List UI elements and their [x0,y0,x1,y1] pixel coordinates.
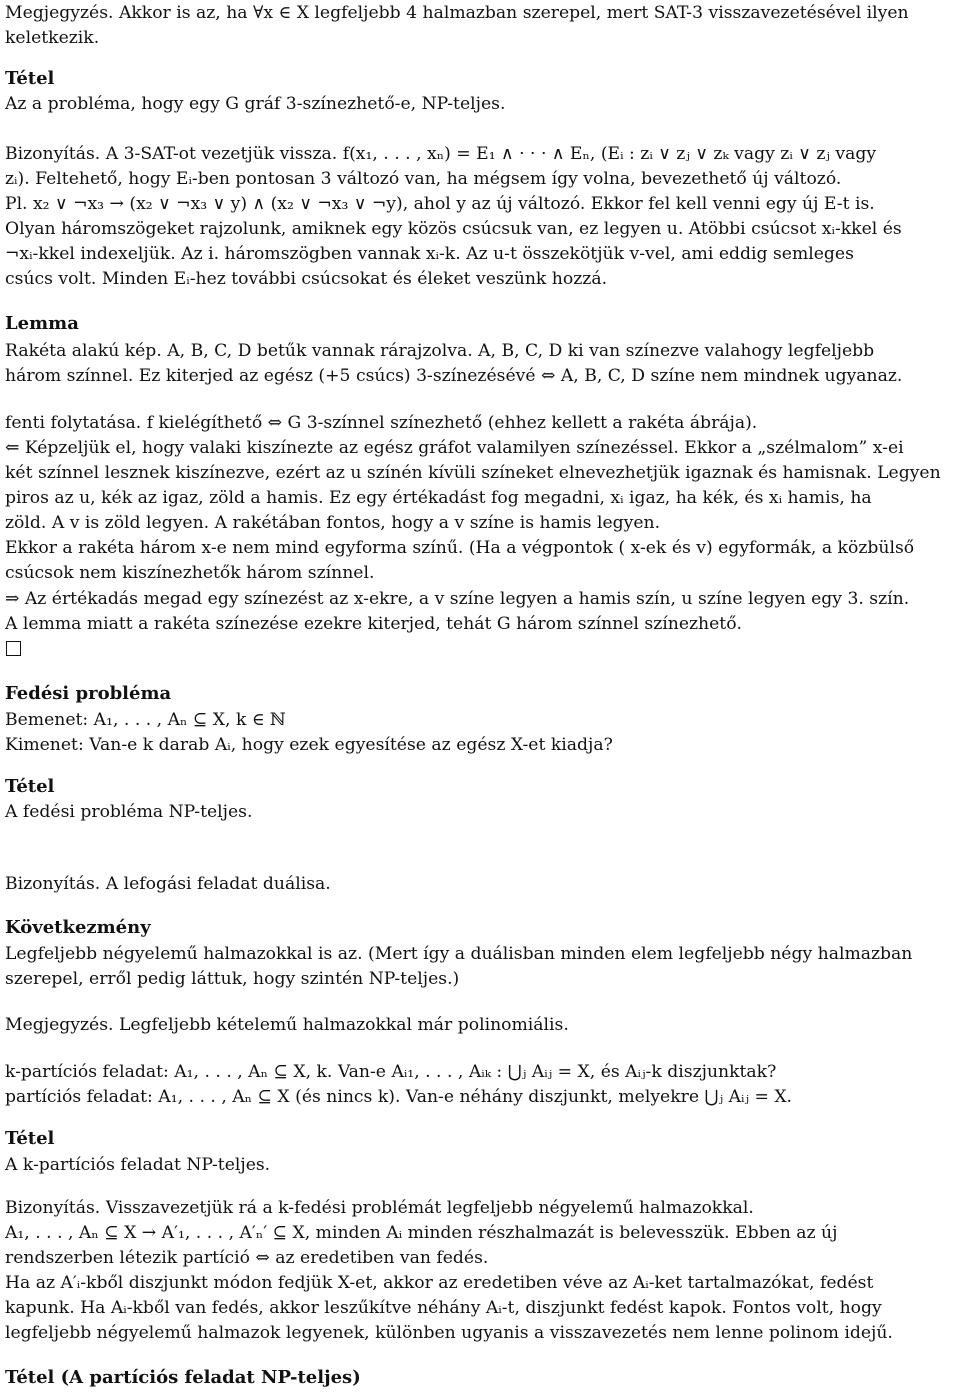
proof-line: Bizonyítás. A 3-SAT-ot vezetjük vissza. f(x₁, . . . , xₙ) = E₁ ∧ · · · ∧ Eₙ, (Eᵢ : zᵢ ∨ zⱼ ∨ zₖ vagy zᵢ ∨ zⱼ vagy [5,144,877,164]
proof-line: zöld. A v is zöld legyen. A rakétában fontos, hogy a v színe is hamis legyen. [5,513,661,533]
proof-line: A₁, . . . , Aₙ ⊆ X → A′₁, . . . , A′ₙ′ ⊆ X, minden Aᵢ minden részhalmazát is belevesszük. Ebben az új [5,1223,838,1243]
proof-line: csúcsok nem kiszínezhetők három színnel. [5,563,375,583]
definition-line: k-partíciós feladat: A₁, . . . , Aₙ ⊆ X, k. Van-e Aᵢ₁, . . . , Aᵢₖ : ⋃ⱼ Aᵢⱼ = X, és Aᵢⱼ-k diszjunktak? [5,1062,777,1082]
proof-line: Bizonyítás. A lefogási feladat duálisa. [5,874,331,894]
proof-line: fenti folytatása. f kielégíthető ⇔ G 3-színnel színezhető (ehhez kellett a rakéta ábrája). [5,413,758,433]
input-line: Bemenet: A₁, . . . , Aₙ ⊆ X, k ∈ ℕ [5,710,286,730]
corollary-heading: Következmény [5,917,151,938]
proof-line: csúcs volt. Minden Eᵢ-hez további csúcsokat és éleket veszünk hozzá. [5,269,608,289]
proof-line: zᵢ). Feltehető, hogy Eᵢ-ben pontosan 3 változó van, ha mégsem így volna, bevezethető új változó. [5,169,842,189]
proof-line: Ekkor a rakéta három x-e nem mind egyforma színű. (Ha a végpontok ( x-ek és v) egyformák, a közbülső [5,538,915,558]
theorem-text: A fedési probléma NP-teljes. [5,802,253,822]
lemma-line: Rakéta alakú kép. A, B, C, D betűk vannak rárajzolva. A, B, C, D ki van színezve valahogy legfeljebb [5,341,875,361]
corollary-line: Legfeljebb négyelemű halmazokkal is az. (Mert így a duálisban minden elem legfeljebb négy halmazban [5,944,913,964]
qed-square-icon [6,641,21,656]
theorem-heading: Tétel (A partíciós feladat NP-teljes) [5,1367,361,1388]
note-line: keletkezik. [5,28,100,48]
proof-line: két színnel lesznek kiszínezve, ezért az u színén kívüli színeket elnevezhetjük igaznak és hamisnak. Legyen [5,463,941,483]
proof-line: Pl. x₂ ∨ ¬x₃ → (x₂ ∨ ¬x₃ ∨ y) ∧ (x₂ ∨ ¬x₃ ∨ ¬y), ahol y az új változó. Ekkor fel kell venni egy új E-t is. [5,194,875,214]
proof-line: rendszerben létezik partíció ⇔ az eredetiben van fedés. [5,1248,489,1268]
lemma-line: három színnel. Ez kiterjed az egész (+5 csúcs) 3-színezésévé ⇔ A, B, C, D színe nem mindnek ugyanaz. [5,366,903,386]
proof-line: Ha az A′ᵢ-kből diszjunkt módon fedjük X-et, akkor az eredetiben véve az Aᵢ-ket tartalmazókat, fedést [5,1273,874,1293]
theorem-heading: Tétel [5,68,55,89]
section-heading: Fedési probléma [5,683,172,704]
corollary-line: szerepel, erről pedig láttuk, hogy szintén NP-teljes.) [5,969,460,989]
output-line: Kimenet: Van-e k darab Aᵢ, hogy ezek egyesítése az egész X-et kiadja? [5,735,613,755]
proof-line: piros az u, kék az igaz, zöld a hamis. Ez egy értékadást fog megadni, xᵢ igaz, ha kék, és xᵢ hamis, ha [5,488,872,508]
proof-line: Olyan háromszögeket rajzolunk, amiknek egy közös csúcsuk van, ez legyen u. Atöbbi csúcsot xᵢ-kkel és [5,219,902,239]
proof-line: kapunk. Ha Aᵢ-kből van fedés, akkor leszűkítve néhány Aᵢ-t, diszjunkt fedést kapok. Fontos volt, hogy [5,1298,882,1318]
lemma-heading: Lemma [5,313,79,334]
theorem-heading: Tétel [5,776,55,797]
theorem-text: Az a probléma, hogy egy G gráf 3-színezhető-e, NP-teljes. [5,94,506,114]
proof-line: A lemma miatt a rakéta színezése ezekre kiterjed, tehát G három színnel színezhető. [5,614,743,634]
theorem-heading: Tétel [5,1128,55,1149]
note-line: Megjegyzés. Akkor is az, ha ∀x ∈ X legfeljebb 4 halmazban szerepel, mert SAT-3 visszavezetésével ilyen [5,3,909,23]
definition-line: partíciós feladat: A₁, . . . , Aₙ ⊆ X (és nincs k). Van-e néhány diszjunkt, melyekre ⋃ⱼ Aᵢⱼ = X. [5,1087,793,1107]
proof-line: ¬xᵢ-kkel indexeljük. Az i. háromszögben vannak xᵢ-k. Az u-t összekötjük v-vel, ami eddig semleges [5,244,854,264]
theorem-text: A k-partíciós feladat NP-teljes. [5,1155,271,1175]
proof-line: ⇒ Az értékadás megad egy színezést az x-ekre, a v színe legyen a hamis szín, u színe legyen egy 3. szín. [5,589,910,609]
proof-line: ⇐ Képzeljük el, hogy valaki kiszínezte az egész gráfot valamilyen színezéssel. Ekkor a „szélmalom” x-ei [5,438,904,458]
proof-line: Bizonyítás. Visszavezetjük rá a k-fedési problémát legfeljebb négyelemű halmazokkal. [5,1198,754,1218]
note-line: Megjegyzés. Legfeljebb kételemű halmazokkal már polinomiális. [5,1015,569,1035]
proof-line: legfeljebb négyelemű halmazok legyenek, különben ugyanis a visszavezetés nem lenne polinom idejű. [5,1323,893,1343]
